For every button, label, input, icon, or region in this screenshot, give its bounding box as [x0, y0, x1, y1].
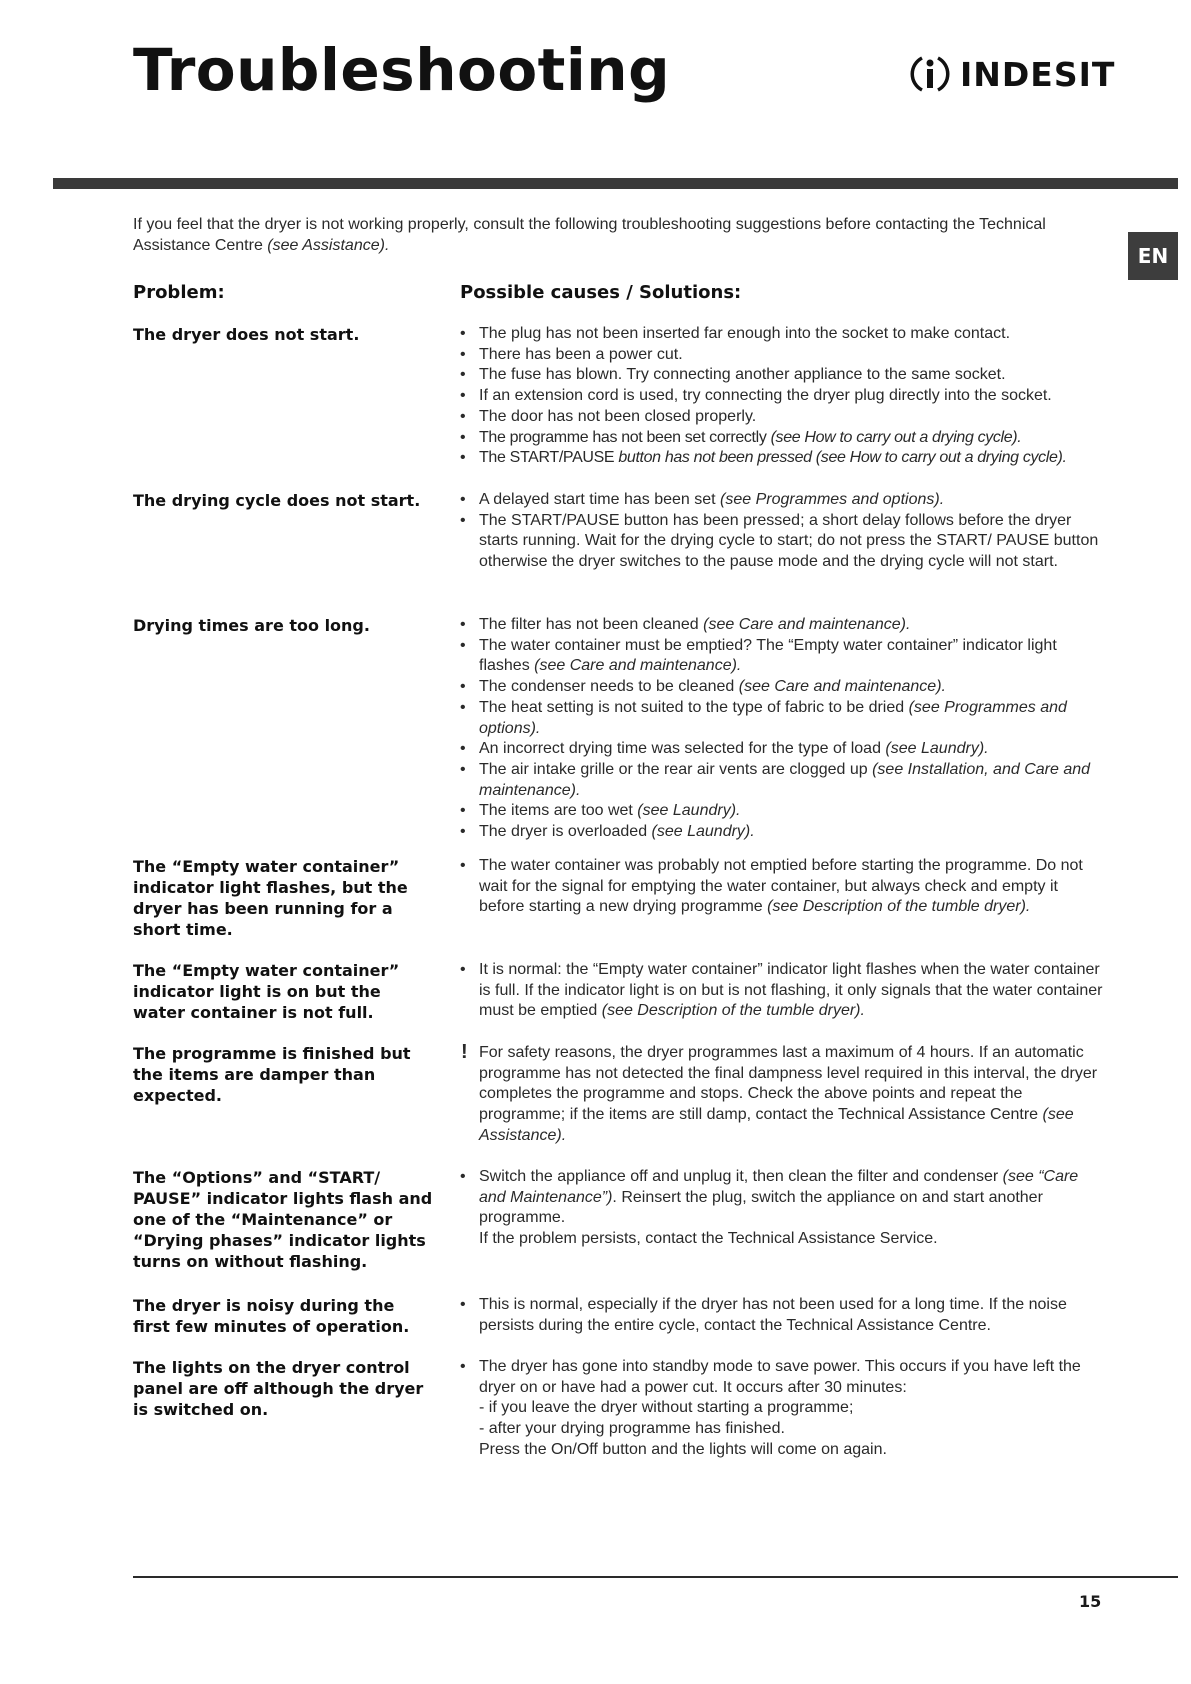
- solution-item: • The water container must be emptied? The “Empty water container” indicator light flashes (see Care and maintenance).: [460, 636, 1103, 677]
- column-header-problem: Problem:: [133, 282, 225, 303]
- solution-item: • The START/PAUSE button has not been pressed (see How to carry out a drying cycle).: [460, 448, 1103, 469]
- solution-item: • The fuse has blown. Try connecting another appliance to the same socket.: [460, 365, 1103, 386]
- problem-text: Drying times are too long.: [133, 616, 370, 635]
- solution-item: • The programme has not been set correctly (see How to carry out a drying cycle).: [460, 428, 1103, 449]
- brand-name: INDESIT: [960, 54, 1116, 94]
- solution-item: Press the On/Off button and the lights will come on again.: [479, 1440, 887, 1458]
- solution-item: • The door has not been closed properly.: [460, 407, 1103, 428]
- brand-i-icon: [908, 52, 952, 96]
- problem-text: The “Options” and “START/ PAUSE” indicator lights flash and one of the “Maintenance” or “Drying phases” indicator lights turns on without flashing.: [133, 1168, 433, 1271]
- solution-item: • This is normal, especially if the dryer has not been used for a long time. If the noise persists during the entire cycle, contact the Technical Assistance Centre.: [460, 1295, 1103, 1336]
- solution-item: • The water container was probably not emptied before starting the programme. Do not wait for the signal for emptying the water container, but always check and empty it before starting a new drying programme (see Description of the tumble dryer).: [460, 856, 1103, 918]
- problem-text: The “Empty water container” indicator light flashes, but the dryer has been running for a short time.: [133, 857, 408, 939]
- column-header-causes: Possible causes / Solutions:: [460, 282, 742, 303]
- problem-text: The “Empty water container” indicator light is on but the water container is not full.: [133, 961, 400, 1022]
- solution-item: • A delayed start time has been set (see Programmes and options).: [460, 490, 1103, 511]
- solution-item: • The items are too wet (see Laundry).: [460, 801, 1103, 822]
- solution-item: • An incorrect drying time was selected for the type of load (see Laundry).: [460, 739, 1103, 760]
- intro-paragraph: [133, 214, 1103, 256]
- footer-divider: [133, 1576, 1178, 1578]
- page-title: Troubleshooting: [133, 36, 671, 104]
- solution-item: • It is normal: the “Empty water container” indicator light flashes when the water container is full. If the indicator light is on but is not flashing, it only signals that the water container must be emptied (see Description of the tumble dryer).: [460, 960, 1103, 1022]
- brand-logo: [908, 48, 1115, 100]
- solution-list: [460, 324, 1103, 469]
- solution-list: [460, 1043, 1103, 1147]
- problem-text: The programme is finished but the items are damper than expected.: [133, 1044, 411, 1105]
- solution-item: • There has been a power cut.: [460, 345, 1103, 366]
- solution-list: [460, 1357, 1103, 1461]
- solution-item: • Switch the appliance off and unplug it, then clean the filter and condenser (see “Care and Maintenance”). Reinsert the plug, switch the appliance on and start another programme.: [460, 1167, 1103, 1229]
- solution-list: [460, 615, 1103, 843]
- intro-text: If you feel that the dryer is not working properly, consult the following troubleshooting suggestions before contacting the Technical Assistance Centre: [133, 216, 1046, 254]
- language-tab: EN: [1128, 232, 1178, 280]
- solution-item: • The plug has not been inserted far enough into the socket to make contact.: [460, 324, 1103, 345]
- solution-list: [460, 856, 1103, 918]
- problem-text: The drying cycle does not start.: [133, 491, 421, 510]
- solution-list: [460, 1295, 1103, 1336]
- solution-item: • If an extension cord is used, try connecting the dryer plug directly into the socket.: [460, 386, 1103, 407]
- problem-text: The lights on the dryer control panel are off although the dryer is switched on.: [133, 1358, 424, 1419]
- solution-item: • The heat setting is not suited to the type of fabric to be dried (see Programmes and options).: [460, 698, 1103, 739]
- page-number: 15: [1079, 1592, 1102, 1611]
- solution-item: • The filter has not been cleaned (see Care and maintenance).: [460, 615, 1103, 636]
- solution-item: • The dryer has gone into standby mode to save power. This occurs if you have left the dryer on or have had a power cut. It occurs after 30 minutes:: [460, 1357, 1103, 1398]
- solution-list: [460, 960, 1103, 1022]
- problem-text: The dryer does not start.: [133, 325, 360, 344]
- problem-text: The dryer is noisy during the first few minutes of operation.: [133, 1296, 410, 1336]
- solution-item: • The air intake grille or the rear air vents are clogged up (see Installation, and Care and maintenance).: [460, 760, 1103, 801]
- warning-item: ! For safety reasons, the dryer programmes last a maximum of 4 hours. If an automatic programme has not detected the final dampness level required in this interval, the dryer completes the programme and stops. Check the above points and repeat the programme; if the items are still damp, contact the Technical Assistance Centre (see Assistance).: [460, 1043, 1103, 1147]
- solution-item: • The dryer is overloaded (see Laundry).: [460, 822, 1103, 843]
- solution-list: [460, 1167, 1103, 1250]
- solution-list: [460, 490, 1103, 573]
- solution-item: • The START/PAUSE button has been pressed; a short delay follows before the dryer starts running. Wait for the drying cycle to start; do not press the START/ PAUSE button otherwise the dryer switches to the pause mode and the drying cycle will not start.: [460, 511, 1103, 573]
- solution-item: - if you leave the dryer without starting a programme;: [479, 1399, 854, 1417]
- solution-item: - after your drying programme has finished.: [479, 1420, 785, 1438]
- header-divider: [53, 178, 1178, 189]
- solution-item: If the problem persists, contact the Technical Assistance Service.: [479, 1230, 938, 1248]
- intro-ref: (see Assistance).: [267, 237, 390, 254]
- solution-item: • The condenser needs to be cleaned (see Care and maintenance).: [460, 677, 1103, 698]
